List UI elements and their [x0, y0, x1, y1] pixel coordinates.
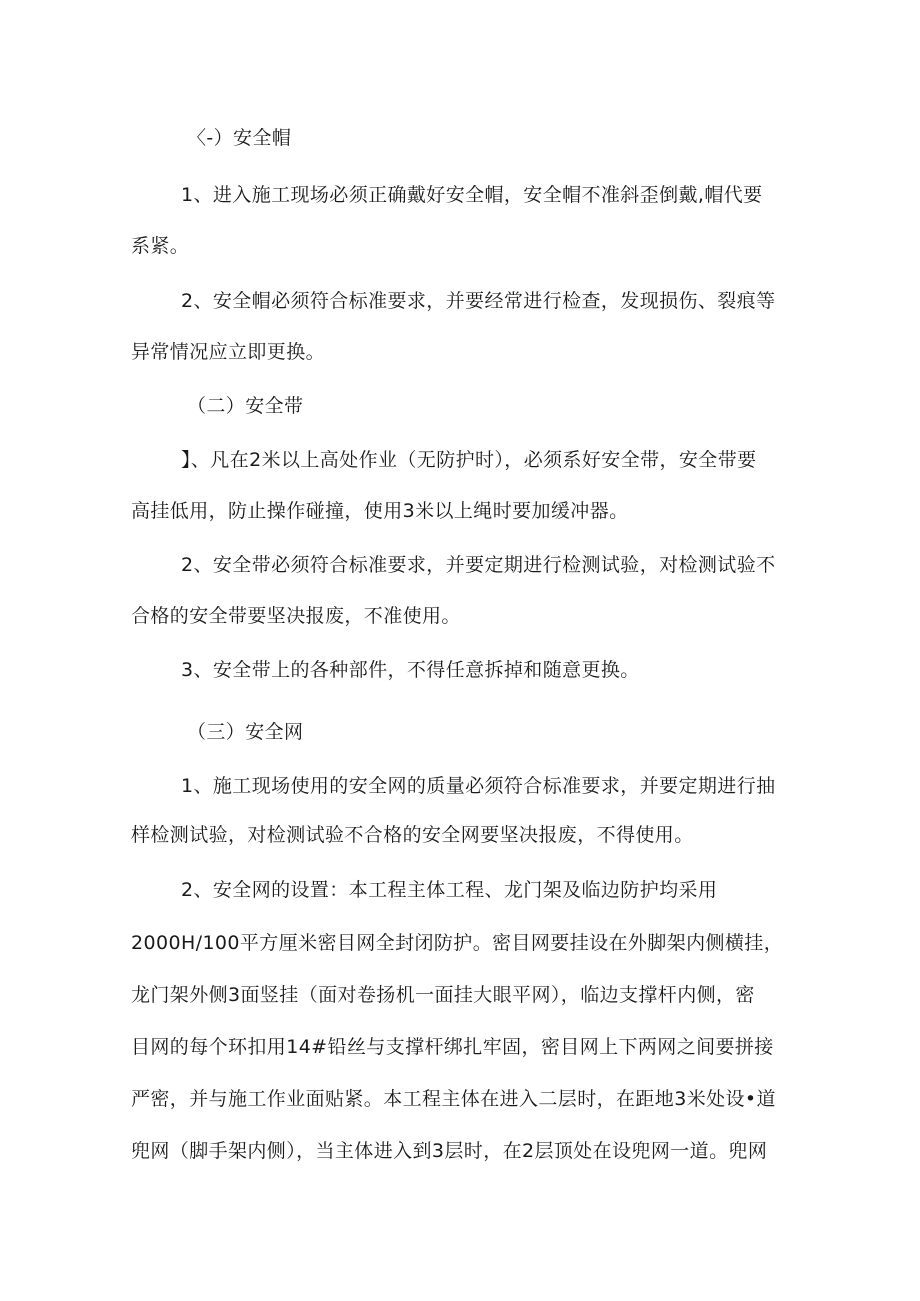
belt-paragraph-2-line-2: 合格的安全带要坚决报废，不准使用。	[131, 605, 461, 627]
net-paragraph-1-line-1: 1、施工现场使用的安全网的质量必须符合标准要求，并要定期进行抽	[181, 775, 776, 797]
section-heading-safety-net: （三）安全网	[187, 721, 304, 743]
net-paragraph-2-line-5: 严密，并与施工作业面贴紧。本工程主体在进入二层时，在距地3米处设•道	[131, 1088, 776, 1110]
net-paragraph-2-line-4: 目网的每个环扣用14#铅丝与支撑杆绑扎牢固，密目网上下两网之间要拼接	[131, 1036, 774, 1058]
section-heading-safety-helmet: 〈-）安全帽	[187, 127, 292, 149]
net-paragraph-2-line-2: 2000H/100平方厘米密目网全封闭防护。密目网要挂设在外脚架内侧横挂，	[131, 932, 784, 954]
net-paragraph-2-line-1: 2、安全网的设置：本工程主体工程、龙门架及临边防护均采用	[181, 879, 718, 901]
helmet-paragraph-2-line-1: 2、安全帽必须符合标准要求，并要经常进行检查，发现损伤、裂痕等	[181, 290, 776, 312]
helmet-paragraph-2-line-2: 异常情况应立即更换。	[131, 341, 326, 363]
belt-paragraph-2-line-1: 2、安全带必须符合标准要求，并要定期进行检测试验，对检测试验不	[181, 554, 776, 576]
helmet-paragraph-1-line-2: 系紧。	[131, 235, 190, 257]
belt-paragraph-1-line-2: 高挂低用，防止操作碰撞，使用3米以上绳时要加缓冲器。	[131, 500, 629, 522]
belt-paragraph-1-line-1: 】、凡在2米以上高处作业（无防护时），必须系好安全带，安全带要	[181, 449, 757, 471]
net-paragraph-1-line-2: 样检测试验，对检测试验不合格的安全网要坚决报废，不得使用。	[131, 824, 694, 846]
section-heading-safety-belt: （二）安全带	[187, 395, 304, 417]
net-paragraph-2-line-6: 兜网（脚手架内侧），当主体进入到3层时，在2层顶处在设兜网一道。兜网	[131, 1140, 768, 1162]
belt-paragraph-3-line-1: 3、安全带上的各种部件，不得任意拆掉和随意更换。	[181, 659, 640, 681]
net-paragraph-2-line-3: 龙门架外侧3面竖挂（面对卷扬机一面挂大眼平网），临边支撑杆内侧，密	[131, 984, 755, 1006]
helmet-paragraph-1-line-1: 1、进入施工现场必须正确戴好安全帽，安全帽不准斜歪倒戴,帽代要	[181, 184, 763, 206]
